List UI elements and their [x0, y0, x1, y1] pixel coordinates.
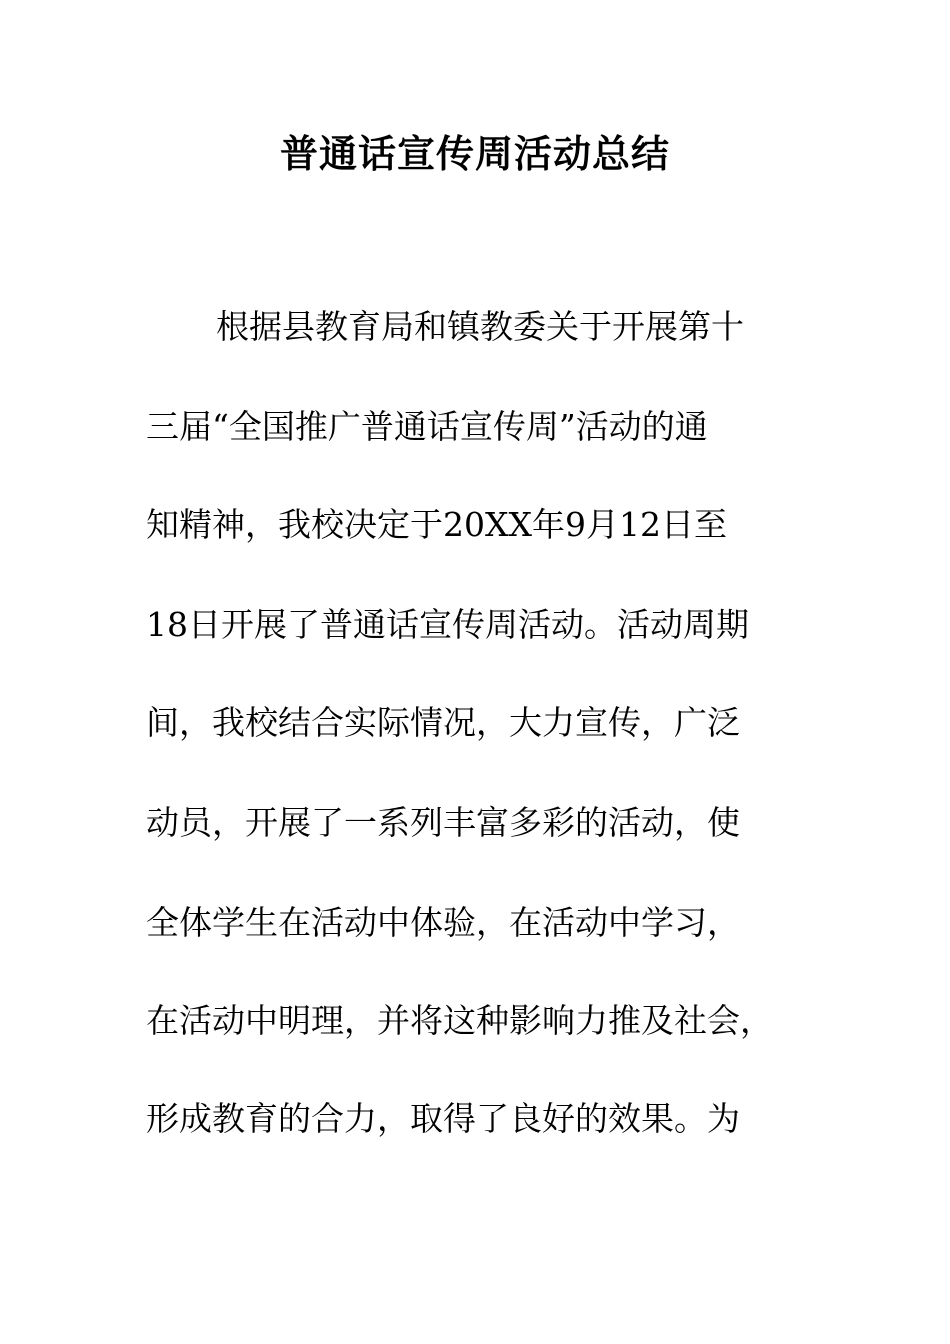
paragraph-line-1: 根据县教育局和镇教委关于开展第十 [216, 307, 744, 346]
paragraph-line-8: 在活动中明理，并将这种影响力推及社会， [146, 1001, 773, 1040]
paragraph-line-5: 间，我校结合实际情况，大力宣传，广泛 [146, 703, 740, 742]
paragraph-line-6: 动员，开展了一系列丰富多彩的活动，使 [146, 803, 740, 842]
paragraph-line-2: 三届“全国推广普通话宣传周”活动的通 [146, 407, 708, 446]
paragraph-line-3: 知精神，我校决定于20XX年9月12日至 [146, 505, 727, 544]
paragraph-line-7: 全体学生在活动中体验，在活动中学习， [146, 903, 740, 942]
paragraph-line-9: 形成教育的合力，取得了良好的效果。为 [146, 1099, 740, 1138]
document-title: 普通话宣传周活动总结 [279, 131, 670, 176]
paragraph-line-4: 18日开展了普通话宣传周活动。活动周期 [146, 605, 749, 644]
